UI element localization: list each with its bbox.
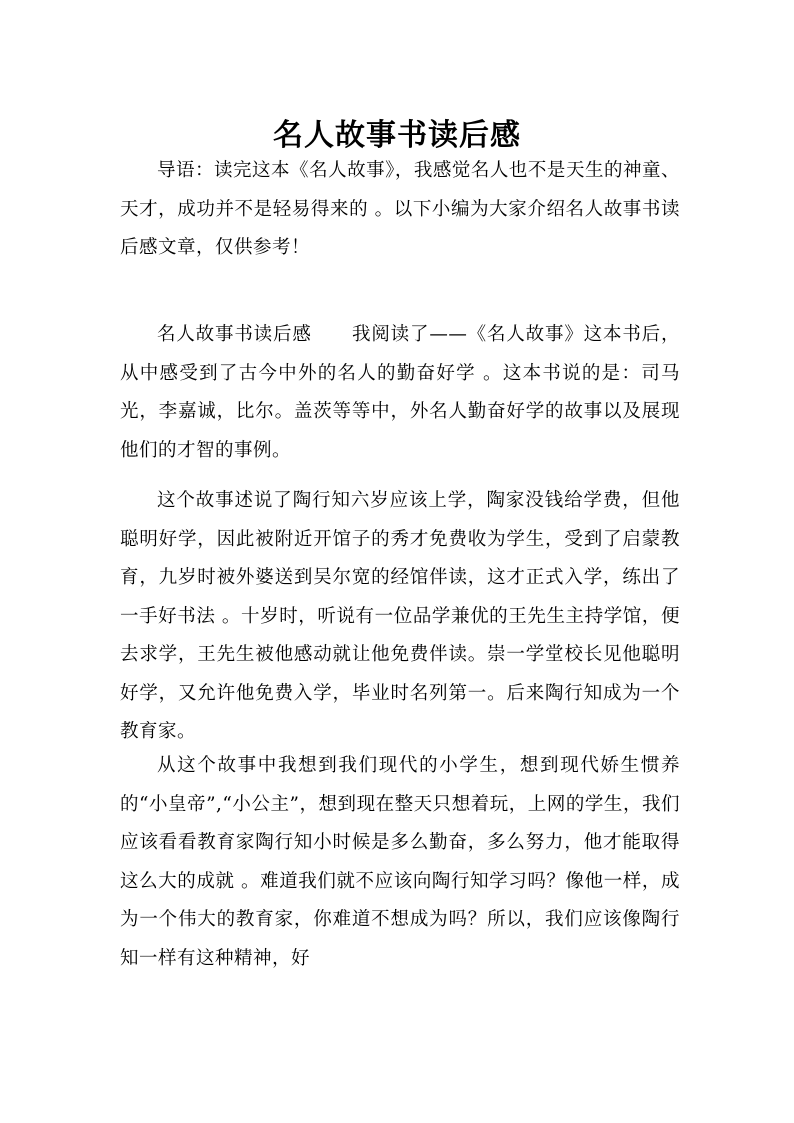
body-paragraph-2: 这个故事述说了陶行知六岁应该上学，陶家没钱给学费，但他聪明好学，因此被附近开馆子的秀才免费收为学生，受到了启蒙教育，九岁时被外婆送到吴尔宽的经馆伴读，这才正式入学，练出了一手好书法 。十岁时，听说有一位品学兼优的王先生主持学馆，便去求学，王先生被他感动就让他免费伴读。崇一学堂校长见他聪明好学，又允许他免费入学，毕业时名列第一。后来陶行知成为一个教育家。 (120, 490, 680, 742)
intro-paragraph: 导语：读完这本《名人故事》，我感觉名人也不是天生的神童、天才，成功并不是轻易得来的 。以下小编为大家介绍名人故事书读后感文章，仅供参考！ (120, 160, 680, 258)
paragraph-text: 我阅读了——《名人故事》这本书后，从中感受到了古今中外的名人的勤奋好学 。这本书说的是：司马光，李嘉诚，比尔。盖茨等等中，外名人勤奋好学的故事以及展现他们的才智的事例。 (120, 324, 680, 461)
document-title: 名人故事书读后感 (273, 118, 521, 154)
body-paragraph-3: 从这个故事中我想到我们现代的小学生，想到现代娇生惯养的“小皇帝”,“小公主”，想到现在整天只想着玩，上网的学生，我们应该看看教育家陶行知小时候是多么勤奋，多么努力，他才能取得这么大的成就 。难道我们就不应该向陶行知学习吗？像他一样，成为一个伟大的教育家，你难道不想成为吗？所以，我们应该像陶行知一样有这种精神，好 (120, 755, 680, 969)
paragraph-heading: 名人故事书读后感 (157, 324, 312, 345)
body-paragraph-1 (120, 316, 680, 470)
